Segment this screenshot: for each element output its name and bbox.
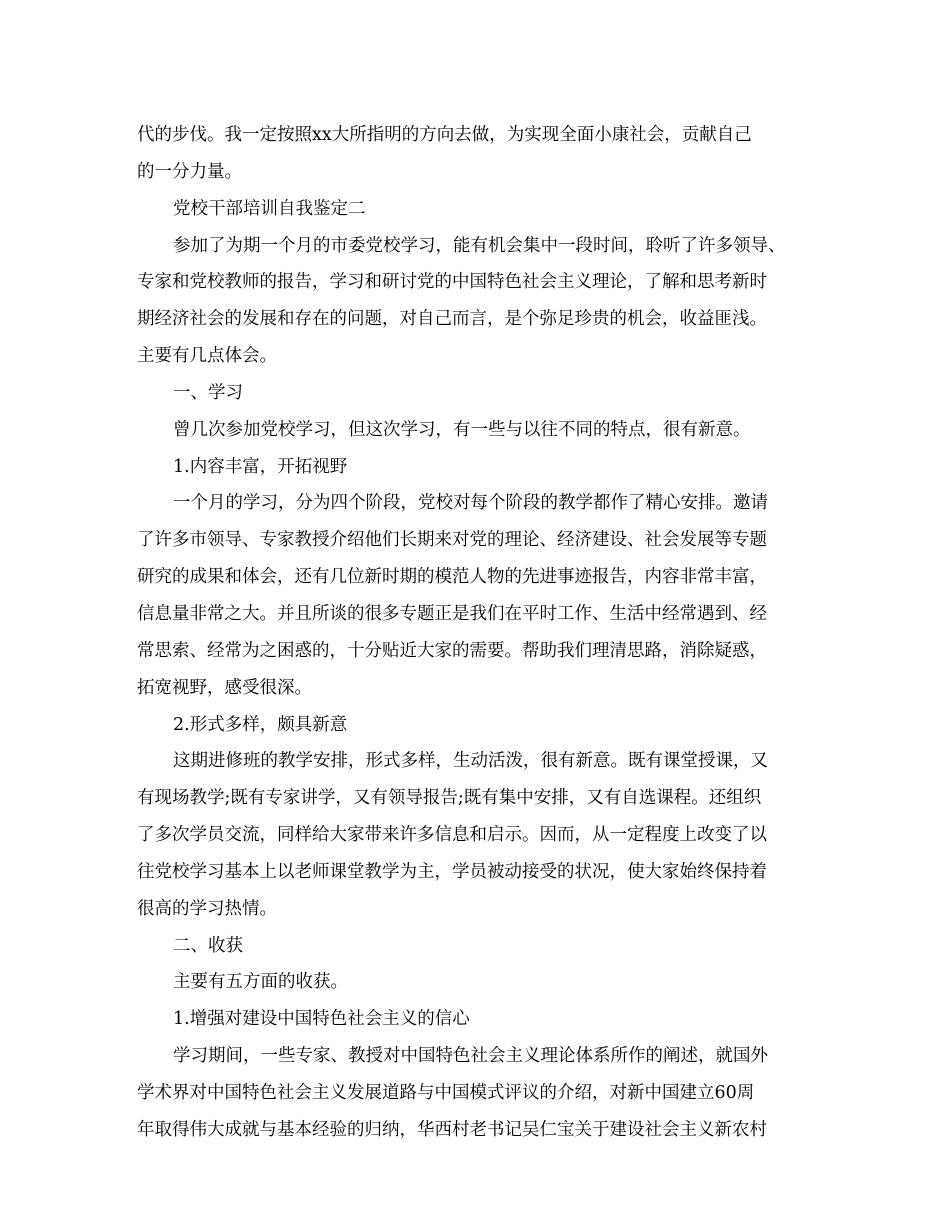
text-line bbox=[137, 1112, 813, 1149]
text-line bbox=[137, 449, 813, 486]
text-line bbox=[137, 596, 813, 633]
line-text: 学术界对中国特色社会主义发展道路与中国模式评议的介绍，对新中国建立60周 bbox=[137, 1082, 755, 1103]
line-text: 1.内容丰富，开拓视野 bbox=[173, 456, 348, 477]
line-text: 主要有五方面的收获。 bbox=[173, 972, 348, 993]
text-line bbox=[137, 743, 813, 780]
text-line bbox=[137, 670, 813, 707]
text-line bbox=[137, 154, 813, 191]
text-line bbox=[137, 191, 813, 228]
text-line bbox=[137, 301, 813, 338]
line-text: 有现场教学;既有专家讲学，又有领导报告;既有集中安排，又有自选课程。还组织 bbox=[137, 788, 762, 809]
document-body bbox=[137, 117, 813, 1149]
text-line bbox=[137, 854, 813, 891]
line-text: 常思索、经常为之困惑的，十分贴近大家的需要。帮助我们理清思路，消除疑惑， bbox=[137, 640, 767, 661]
line-text: 曾几次参加党校学习，但这次学习，有一些与以往不同的特点，很有新意。 bbox=[173, 419, 751, 440]
text-line bbox=[137, 891, 813, 928]
text-line bbox=[137, 117, 813, 154]
text-line bbox=[137, 412, 813, 449]
text-line bbox=[137, 707, 813, 744]
text-line bbox=[137, 522, 813, 559]
text-line bbox=[137, 1001, 813, 1038]
line-text: 二、收获 bbox=[173, 935, 243, 956]
text-line bbox=[137, 1075, 813, 1112]
line-text: 主要有几点体会。 bbox=[137, 346, 277, 367]
text-line bbox=[137, 964, 813, 1001]
text-line bbox=[137, 485, 813, 522]
line-text: 一、学习 bbox=[173, 382, 243, 403]
line-text: 信息量非常之大。并且所谈的很多专题正是我们在平时工作、生活中经常遇到、经 bbox=[137, 603, 767, 624]
text-line bbox=[137, 928, 813, 965]
text-line bbox=[137, 264, 813, 301]
text-line bbox=[137, 1038, 813, 1075]
line-text: 学习期间，一些专家、教授对中国特色社会主义理论体系所作的阐述，就国外 bbox=[173, 1046, 768, 1067]
text-line bbox=[137, 559, 813, 596]
line-text: 了多次学员交流，同样给大家带来许多信息和启示。因而，从一定程度上改变了以 bbox=[137, 825, 767, 846]
line-text: 期经济社会的发展和存在的问题，对自己而言，是个弥足珍贵的机会，收益匪浅。 bbox=[137, 309, 767, 330]
line-text: 专家和党校教师的报告，学习和研讨党的中国特色社会主义理论，了解和思考新时 bbox=[137, 272, 767, 293]
line-text: 年取得伟大成就与基本经验的归纳，华西村老书记吴仁宝关于建设社会主义新农村 bbox=[137, 1119, 767, 1140]
text-line bbox=[137, 780, 813, 817]
line-text: 很高的学习热情。 bbox=[137, 898, 277, 919]
text-line bbox=[137, 817, 813, 854]
line-text: 研究的成果和体会，还有几位新时期的模范人物的先进事迹报告，内容非常丰富， bbox=[137, 567, 767, 588]
text-line bbox=[137, 338, 813, 375]
line-text: 代的步伐。我一定按照xx大所指明的方向去做，为实现全面小康社会，贡献自己 bbox=[137, 125, 752, 145]
text-line bbox=[137, 633, 813, 670]
line-text: 拓宽视野，感受很深。 bbox=[137, 677, 312, 698]
line-text: 往党校学习基本上以老师课堂教学为主，学员被动接受的状况，使大家始终保持着 bbox=[137, 861, 767, 882]
line-text: 了许多市领导、专家教授介绍他们长期来对党的理论、经济建设、社会发展等专题 bbox=[137, 530, 767, 551]
line-text: 一个月的学习，分为四个阶段，党校对每个阶段的教学都作了精心安排。邀请 bbox=[173, 493, 768, 514]
text-line bbox=[137, 375, 813, 412]
line-text: 党校干部培训自我鉴定二 bbox=[173, 198, 366, 219]
text-line bbox=[137, 228, 813, 265]
line-text: 这期进修班的教学安排，形式多样，生动活泼，很有新意。既有课堂授课，又 bbox=[173, 751, 768, 772]
line-text: 1.增强对建设中国特色社会主义的信心 bbox=[173, 1009, 470, 1030]
line-text: 参加了为期一个月的市委党校学习，能有机会集中一段时间，聆听了许多领导、 bbox=[173, 235, 786, 256]
line-text: 的一分力量。 bbox=[137, 161, 242, 182]
line-text: 2.形式多样，颇具新意 bbox=[173, 714, 348, 735]
